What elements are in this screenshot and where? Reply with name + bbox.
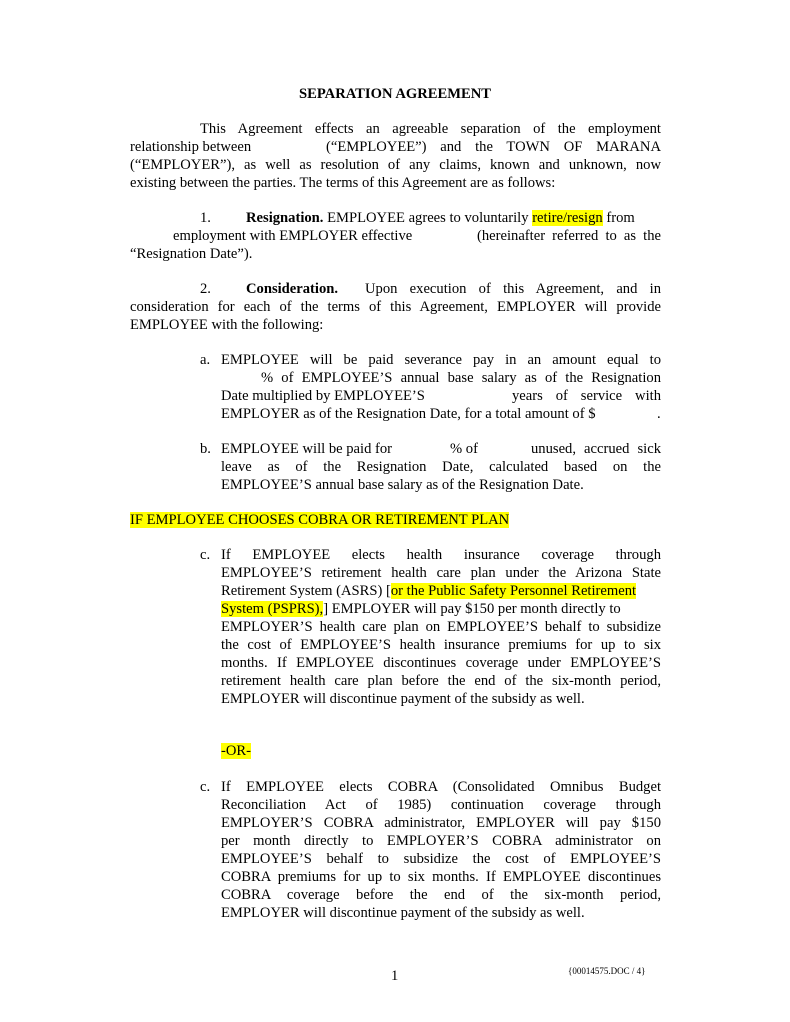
section-2-heading-wrap bbox=[246, 281, 338, 298]
item-b-line-2: leave as of the Resignation Date, calculated based on the bbox=[221, 459, 661, 475]
item-c2-line-3: EMPLOYER’S COBRA administrator, EMPLOYER will pay $150 bbox=[221, 815, 661, 831]
section-1-text-1b: from bbox=[606, 210, 635, 226]
psprs-highlight-2: System (PSPRS), bbox=[221, 601, 324, 617]
intro-line-4: existing between the parties. The terms of this Agreement are as follows: bbox=[130, 175, 556, 191]
item-c2-line-5: EMPLOYEE’S behalf to subsidize the cost of EMPLOYEE’S bbox=[221, 851, 661, 867]
item-c2-marker: c. bbox=[200, 779, 211, 795]
retire-resign-highlight: retire/resign bbox=[532, 210, 603, 226]
section-2-number: 2. bbox=[200, 281, 211, 297]
item-a-line-4-end: . bbox=[657, 406, 661, 422]
item-c1-marker: c. bbox=[200, 547, 211, 563]
item-a-line-3a: Date multiplied by EMPLOYEE’S bbox=[221, 388, 425, 404]
item-c1-line-3a: Retirement System (ASRS) [ bbox=[221, 583, 391, 599]
section-1-line-2a: employment with EMPLOYER effective bbox=[173, 228, 413, 244]
item-c2-line-2: Reconciliation Act of 1985) continuation coverage through bbox=[221, 797, 661, 813]
item-a-line-3b: years of service with bbox=[512, 388, 661, 404]
item-a-line-2: % of EMPLOYEE’S annual base salary as of the Resignation bbox=[261, 370, 661, 386]
cobra-retirement-heading: IF EMPLOYEE CHOOSES COBRA OR RETIREMENT PLAN bbox=[130, 512, 510, 528]
item-a-line-1: EMPLOYEE will be paid severance pay in an amount equal to bbox=[221, 352, 661, 368]
intro-line-3: (“EMPLOYER”), as well as resolution of any claims, known and unknown, now bbox=[130, 157, 661, 173]
item-c1-line-4b: ] EMPLOYER will pay $150 per month directly to bbox=[323, 601, 621, 617]
item-c1-line-6: the cost of EMPLOYEE’S health insurance premiums for up to six bbox=[221, 637, 661, 653]
section-2-line-2: consideration for each of the terms of this Agreement, EMPLOYER will provide bbox=[130, 299, 661, 315]
cobra-retirement-heading-wrap bbox=[130, 512, 509, 529]
item-b-line-1b: % of bbox=[450, 441, 478, 457]
item-b-line-1a: EMPLOYEE will be paid for bbox=[221, 441, 393, 457]
item-c1-line-3 bbox=[221, 583, 636, 600]
document-title: SEPARATION AGREEMENT bbox=[298, 86, 492, 102]
item-c2-line-6: COBRA premiums for up to six months. If EMPLOYEE discontinues bbox=[221, 869, 661, 885]
section-2-line-3: EMPLOYEE with the following: bbox=[130, 317, 324, 333]
section-1-text-1a: EMPLOYEE agrees to voluntarily bbox=[327, 210, 529, 226]
item-c2-line-7: COBRA coverage before the end of the six-month period, bbox=[221, 887, 661, 903]
document-id: {00014575.DOC / 4} bbox=[568, 966, 646, 976]
section-1-line-2b: (hereinafter referred to as the bbox=[477, 228, 661, 244]
item-c1-line-8: retirement health care plan before the end of the six-month period, bbox=[221, 673, 661, 689]
item-b-line-3: EMPLOYEE’S annual base salary as of the Resignation Date. bbox=[221, 477, 584, 493]
section-1-line-3: “Resignation Date”). bbox=[130, 246, 253, 262]
section-1-body-line-1 bbox=[246, 210, 635, 227]
item-c1-line-5: EMPLOYER’S health care plan on EMPLOYEE’S behalf to subsidize bbox=[221, 619, 661, 635]
section-2-line-1: Upon execution of this Agreement, and in bbox=[365, 281, 661, 297]
section-1-heading: Resignation. bbox=[246, 210, 324, 226]
intro-line-2a: relationship between bbox=[130, 139, 252, 155]
section-2-heading: Consideration. bbox=[246, 281, 339, 297]
item-c1-line-7: months. If EMPLOYEE discontinues coverage under EMPLOYEE’S bbox=[221, 655, 661, 671]
section-1-number: 1. bbox=[200, 210, 211, 226]
item-b-line-1c: unused, accrued sick bbox=[531, 441, 661, 457]
item-a-marker: a. bbox=[200, 352, 211, 368]
or-separator-wrap bbox=[221, 743, 251, 760]
item-c1-line-9: EMPLOYER will discontinue payment of the subsidy as well. bbox=[221, 691, 585, 707]
intro-line-2b: (“EMPLOYEE”) and the TOWN OF MARANA bbox=[326, 139, 661, 155]
item-c1-line-2: EMPLOYEE’S retirement health care plan under the Arizona State bbox=[221, 565, 661, 581]
psprs-highlight-1: or the Public Safety Personnel Retirement bbox=[390, 583, 637, 599]
page-number: 1 bbox=[391, 968, 399, 984]
item-a-line-4: EMPLOYER as of the Resignation Date, for a total amount of $ bbox=[221, 406, 596, 422]
item-c2-line-4: per month directly to EMPLOYER’S COBRA administrator on bbox=[221, 833, 661, 849]
item-c1-line-4 bbox=[221, 601, 621, 618]
intro-line-1: This Agreement effects an agreeable separation of the employment bbox=[200, 121, 661, 137]
item-c1-line-1: If EMPLOYEE elects health insurance coverage through bbox=[221, 547, 661, 563]
item-c2-line-1: If EMPLOYEE elects COBRA (Consolidated Omnibus Budget bbox=[221, 779, 661, 795]
or-separator: -OR- bbox=[221, 743, 251, 759]
item-b-marker: b. bbox=[200, 441, 211, 457]
item-c2-line-8: EMPLOYER will discontinue payment of the subsidy as well. bbox=[221, 905, 585, 921]
